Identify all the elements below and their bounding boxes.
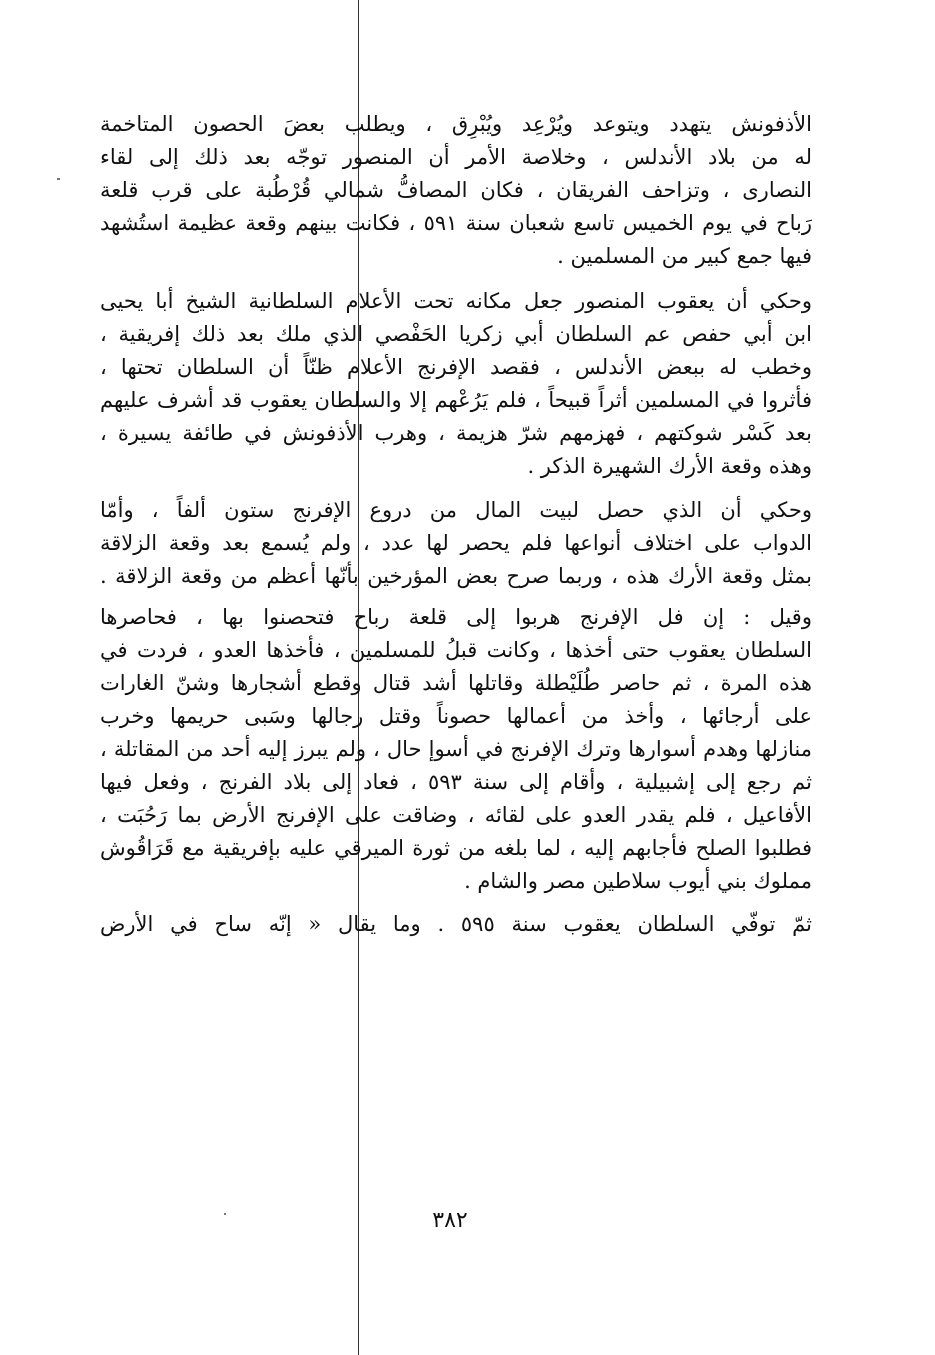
text-line: السلطان يعقوب حتى أخذها ، وكانت قبلُ للمسلمين ، فأخذها العدو ، فردت في xyxy=(100,638,812,662)
text-line: وهذه وقعة الأرك الشهيرة الذكر . xyxy=(527,454,812,478)
paragraph-1 xyxy=(100,108,812,273)
text-line: فطلبوا الصلح فأجابهم إليه ، لما بلغه من ثورة الميرقي عليه بإفريقية مع قَرَاقُوش xyxy=(100,836,812,860)
text-line: بعد كَسْر شوكتهم ، فهزمهم شرّ هزيمة ، وهرب الأذفونش في طائفة يسيرة ، xyxy=(100,421,812,445)
text-line: وقيل : إن فل الإفرنج هربوا إلى قلعة رباح فتحصنوا بها ، فحاصرها xyxy=(100,605,812,629)
text-line: الدواب على اختلاف أنواعها فلم يحصر لها عدد ، ولم يُسمع بعد وقعة الزلاقة xyxy=(100,531,812,555)
text-line: وحكي أن يعقوب المنصور جعل مكانه تحت الأعلام السلطانية الشيخ أبا يحيى xyxy=(100,289,812,313)
text-line: وخطب له ببعض الأندلس ، فقصد الإفرنج الأعلام ظنّاً أن السلطان تحتها ، xyxy=(100,355,812,379)
text-line: النصارى ، وتزاحف الفريقان ، فكان المصافُّ شمالي قُرْطُبة على قرب قلعة xyxy=(100,178,812,202)
paragraph-4 xyxy=(100,601,812,898)
text-line: له من بلاد الأندلس ، وخلاصة الأمر أن المنصور توجّه بعد ذلك إلى لقاء xyxy=(100,145,812,169)
text-line: ثم رجع إلى إشبيلية ، وأقام إلى سنة ٥٩٣ ، فعاد إلى بلاد الفرنج ، وفعل فيها xyxy=(100,770,812,794)
text-line: فيها جمع كبير من المسلمين . xyxy=(557,244,812,268)
text-line: فأثروا في المسلمين أثراً قبيحاً ، فلم يَرُعْهم إلا والسلطان يعقوب قد أشرف عليهم xyxy=(100,388,812,412)
page-number: ٣٨٢ xyxy=(432,1208,468,1233)
text-line: ثمّ توفّي السلطان يعقوب سنة ٥٩٥ . وما يقال « إنّه ساح في الأرض xyxy=(100,912,812,936)
paragraph-3 xyxy=(100,494,812,593)
text-line: مملوك بني أيوب سلاطين مصر والشام . xyxy=(464,869,812,893)
text-line: على أرجائها ، وأخذ من أعمالها حصوناً وقتل رجالها وسَبى حريمها وخرب xyxy=(100,704,812,728)
text-line: وحكي أن الذي حصل لبيت المال من دروع الإفرنج ستون ألفاً ، وأمّا xyxy=(100,498,812,522)
page-body xyxy=(100,108,812,941)
text-line: بمثل وقعة الأرك هذه ، وربما صرح بعض المؤرخين بأنّها أعظم من وقعة الزلاقة . xyxy=(100,564,812,588)
text-line: ابن أبي حفص عم السلطان أبي زكريا الحَفْصي الذي ملك بعد ذلك إفريقية ، xyxy=(100,322,812,346)
text-line: الأذفونش يتهدد ويتوعد ويُرْعِد ويُبْرِق ، ويطلب بعضَ الحصون المتاخمة xyxy=(100,112,812,136)
text-line: منازلها وهدم أسوارها وترك الإفرنج في أسوإ حال ، ولم يبرز إليه أحد من المقاتلة ، xyxy=(100,737,812,761)
text-line: هذه المرة ، ثم حاصر طُلَيْطلة وقاتلها أشد قتال وقطع أشجارها وشنّ الغارات xyxy=(100,671,812,695)
paragraph-5 xyxy=(100,908,812,941)
scan-speck xyxy=(57,178,60,180)
text-line: الأفاعيل ، فلم يقدر العدو على لقائه ، وضاقت على الإفرنج الأرض بما رَحُبَت ، xyxy=(100,803,812,827)
paragraph-2 xyxy=(100,285,812,483)
text-line: رَباح في يوم الخميس تاسع شعبان سنة ٥٩١ ، فكانت بينهم وقعة عظيمة استُشهد xyxy=(100,211,812,235)
scan-speck xyxy=(224,1213,226,1215)
